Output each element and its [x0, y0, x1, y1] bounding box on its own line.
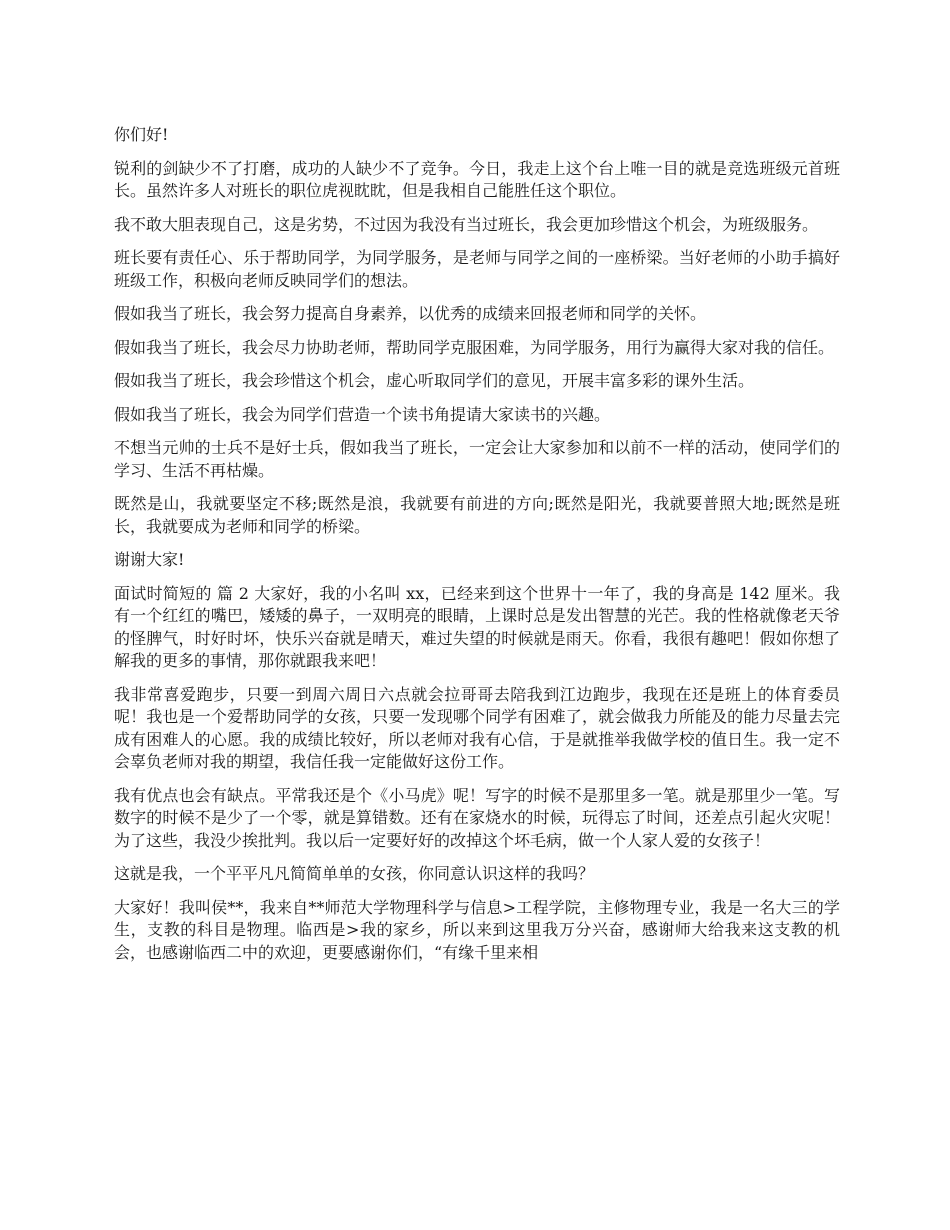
- body-paragraph: 我非常喜爱跑步，只要一到周六周日六点就会拉哥哥去陪我到江边跑步，我现在还是班上的体育委员呢！我也是一个爱帮助同学的女孩，只要一发现哪个同学有困难了，就会做我力所能及的能力尽量去完成有困难人的心愿。我的成绩比较好，所以老师对我有心信，于是就推举我做学校的值日生。我一定不会辜负老师对我的期望，我信任我一定能做好这份工作。: [114, 684, 840, 771]
- body-paragraph: 既然是山，我就要坚定不移;既然是浪，我就要有前进的方向;既然是阳光，我就要普照大地;既然是班长，我就要成为老师和同学的桥梁。: [114, 494, 840, 536]
- body-paragraph: 不想当元帅的士兵不是好士兵，假如我当了班长，一定会让大家参加和以前不一样的活动，使同学们的学习、生活不再枯燥。: [114, 438, 840, 480]
- body-paragraph: 假如我当了班长，我会尽力协助老师，帮助同学克服困难，为同学服务，用行为赢得大家对我的信任。: [114, 337, 835, 357]
- document-page: [114, 124, 840, 975]
- body-paragraph: 班长要有责任心、乐于帮助同学，为同学服务，是老师与同学之间的一座桥梁。当好老师的小助手搞好班级工作，积极向老师反映同学们的想法。: [114, 248, 840, 290]
- body-paragraph: 大家好！我叫侯**，我来自**师范大学物理科学与信息>工程学院，主修物理专业，我是一名大三的学生，支教的科目是物理。临西是>我的家乡，所以来到这里我万分兴奋，感谢师大给我来这支教的机会，也感谢临西二中的欢迎，更要感谢你们，“有缘千里来相: [114, 897, 840, 962]
- body-paragraph: 我不敢大胆表现自己，这是劣势，不过因为我没有当过班长，我会更加珍惜这个机会，为班级服务。: [114, 214, 819, 234]
- body-paragraph: 假如我当了班长，我会努力提高自身素养，以优秀的成绩来回报老师和同学的关怀。: [114, 304, 707, 323]
- body-paragraph: 这就是我，一个平平凡凡简简单单的女孩，你同意认识这样的我吗？: [114, 864, 595, 883]
- body-paragraph: 面试时简短的 篇 2 大家好，我的小名叫 xx，已经来到这个世界十一年了，我的身高是 142 厘米。我有一个红红的嘴巴，矮矮的鼻子，一双明亮的眼睛，上课时总是发出智慧的光芒。我的性格就像老天爷的怪脾气，时好时坏，快乐兴奋就是晴天，难过失望的时候就是雨天。你看，我很有趣吧！假如你想了解我的更多的事情，那你就跟我来吧！: [114, 583, 840, 670]
- body-paragraph: 假如我当了班长，我会珍惜这个机会，虚心听取同学们的意见，开展丰富多彩的课外生活。: [114, 371, 755, 390]
- body-paragraph: 假如我当了班长，我会为同学们营造一个读书角提请大家读书的兴趣。: [114, 404, 611, 424]
- body-paragraph: 锐利的剑缺少不了打磨，成功的人缺少不了竞争。今日，我走上这个台上唯一目的就是竞选班级元首班长。虽然许多人对班长的职位虎视眈眈，但是我相自己能胜任这个职位。: [114, 158, 840, 200]
- closing-paragraph: 谢谢大家!: [114, 550, 185, 569]
- body-paragraph: 我有优点也会有缺点。平常我还是个《小马虎》呢！写字的时候不是那里多一笔。就是那里少一笔。写数字的时候不是少了一个零，就是算错数。还有在家烧水的时候，玩得忘了时间，还差点引起火灾呢！为了这些，我没少挨批判。我以后一定要好好的改掉这个坏毛病，做一个人家人爱的女孩子！: [114, 785, 840, 850]
- greeting-paragraph: 你们好!: [114, 125, 169, 144]
